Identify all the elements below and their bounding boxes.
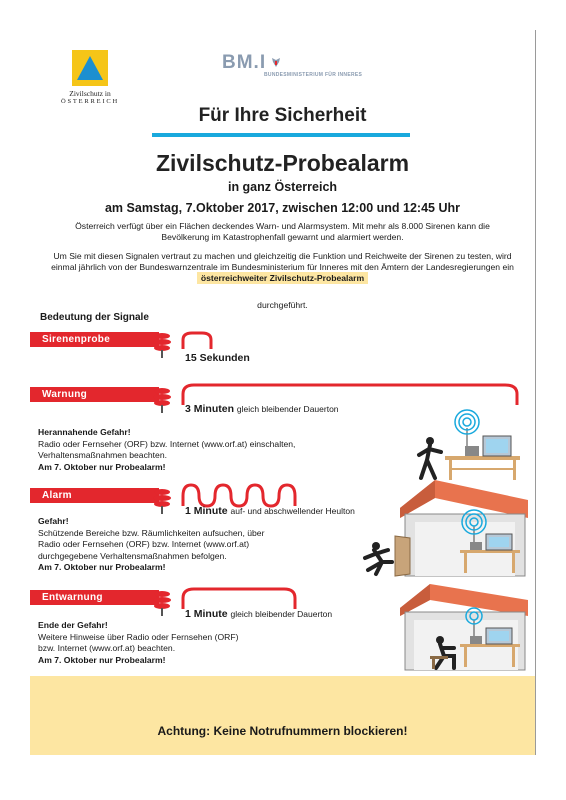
- desc-title: Ende der Gefahr!: [38, 620, 108, 630]
- desc-note: Am 7. Oktober nur Probealarm!: [38, 461, 166, 472]
- tone-description: auf- und abschwellender Heulton: [230, 506, 355, 516]
- bmi-logo-text: BM.I: [222, 52, 267, 73]
- duration-warnung: [185, 403, 339, 415]
- siren-icon: [151, 332, 173, 360]
- desc-title: Gefahr!: [38, 516, 69, 526]
- poster: [30, 30, 536, 755]
- zivilschutz-logo: [50, 50, 130, 105]
- body-text: Um Sie mit diesen Signalen vertraut zu machen und gleichzeitig die Funktion und Reichweite der Sirenen zu testen, wird einmal jährlich von der Bundeswarnzentrale im Bundesministerium für Inneres mit den Ämtern der Landesregierungen ein: [51, 251, 514, 272]
- house-running-person-illustration: [360, 478, 530, 578]
- date-line: am Samstag, 7.Oktober 2017, zwischen 12:00 und 12:45 Uhr: [104, 201, 460, 215]
- label-alarm: Alarm: [30, 488, 159, 503]
- label-entwarnung: Entwarnung: [30, 590, 159, 605]
- eagle-icon: [271, 56, 281, 68]
- tone-description: gleich bleibender Dauerton: [236, 404, 339, 414]
- desc-line: Schützende Bereiche bzw. Räumlichkeiten aufsuchen, über: [38, 527, 265, 538]
- desc-entwarnung: [38, 620, 238, 666]
- footer-panel: [30, 676, 535, 755]
- intro-paragraph: Österreich verfügt über ein Flächen deckendes Warn- und Alarmsystem. Mit mehr als 8.000 Sirenen kann die Bevölkerung im Katastrophenfall gewarnt und alarmiert werden.: [75, 221, 490, 242]
- siren-icon: [151, 590, 173, 618]
- desc-line: durchgegebene Verhaltensmaßnahmen befolgen.: [38, 550, 227, 561]
- desc-line: Radio oder Fernsehen (ORF) bzw. Internet (www.orf.at): [38, 539, 250, 549]
- tone-description: gleich bleibender Dauerton: [230, 609, 333, 619]
- zivilschutz-triangle-icon: [72, 50, 108, 86]
- zivilschutz-line2: ÖSTERREICH: [60, 98, 120, 105]
- desc-note: Am 7. Oktober nur Probealarm!: [38, 562, 166, 572]
- desc-warnung: [38, 427, 295, 473]
- siren-icon: [151, 387, 173, 415]
- duration-sirenenprobe: 15 Sekunden: [185, 352, 250, 364]
- siren-icon: [151, 488, 173, 516]
- body-paragraph: [50, 251, 515, 284]
- label-sirenenprobe: Sirenenprobe: [30, 332, 159, 347]
- desc-line: bzw. Internet (www.orf.at) beachten.: [38, 643, 176, 653]
- desc-line: Weitere Hinweise über Radio oder Fernsehen (ORF): [38, 631, 239, 642]
- desc-title: Herannahende Gefahr!: [38, 427, 131, 437]
- title-divider: [152, 133, 410, 137]
- highlight-text: österreichweiter Zivilschutz-Probealarm: [197, 272, 368, 284]
- signals-heading: Bedeutung der Signale: [40, 312, 149, 323]
- duration-value: 1 Minute: [185, 505, 228, 517]
- subtitle: in ganz Österreich: [227, 180, 338, 194]
- allclear-tone-graph: [180, 586, 310, 610]
- zivilschutz-line1: Zivilschutz in: [69, 89, 111, 98]
- person-radio-illustration: [405, 408, 530, 483]
- body-closing: durchgeführt.: [257, 300, 308, 310]
- desc-line: Radio oder Fernseher (ORF) bzw. Internet (www.orf.at) einschalten,: [38, 438, 296, 449]
- desc-line: Verhaltensmaßnahmen beachten.: [38, 450, 167, 460]
- duration-value: 1 Minute: [185, 608, 228, 620]
- house-person-radio-illustration: [400, 582, 530, 672]
- bmi-logo: [222, 52, 422, 78]
- main-title: Zivilschutz-Probealarm: [155, 150, 410, 176]
- footer-warning: Achtung: Keine Notrufnummern blockieren!: [157, 724, 408, 738]
- bmi-subtitle: BUNDESMINISTERIUM FÜR INNERES: [264, 72, 363, 78]
- short-tone-graph: [180, 330, 220, 350]
- safety-heading: Für Ihre Sicherheit: [198, 105, 367, 126]
- label-warnung: Warnung: [30, 387, 159, 402]
- duration-value: 3 Minuten: [185, 403, 234, 415]
- desc-note: Am 7. Oktober nur Probealarm!: [38, 654, 166, 665]
- duration-entwarnung: [185, 608, 332, 620]
- desc-alarm: [38, 516, 264, 574]
